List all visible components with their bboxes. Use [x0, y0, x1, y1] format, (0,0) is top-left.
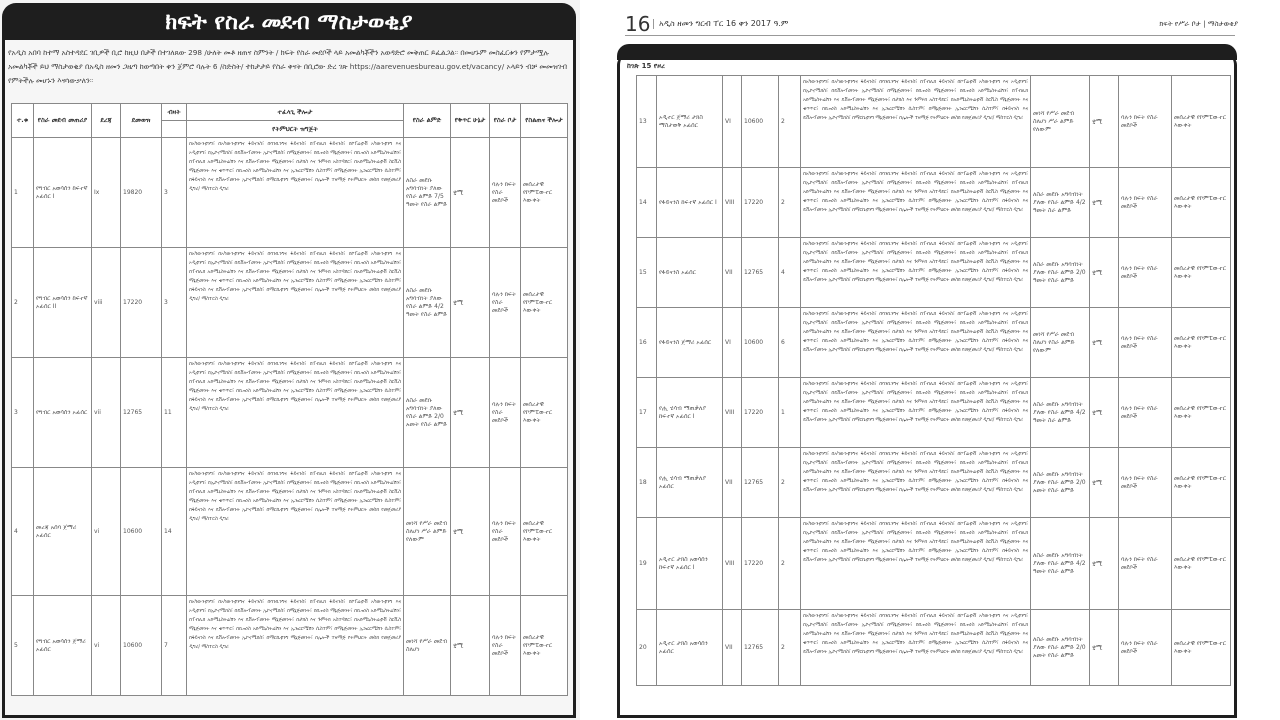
- cell-salary: 10600: [121, 468, 162, 596]
- cell-experience: መነሻ የሥራ መደብ ስለሆነ ሥራ ልምድ የለውም: [1031, 76, 1090, 168]
- cell-place: ባሉን ክፍት የስራ መደቦች: [490, 358, 521, 468]
- cell-salary: 17220: [121, 248, 162, 358]
- cell-competency: መሰረታዊ የኮምፒውተር እውቀት: [1172, 610, 1231, 686]
- cell-qty: 7: [162, 596, 187, 696]
- cell-grade: VI: [723, 76, 742, 168]
- cell-education: በአካውንቲንግ፣ በአካውንቲንግና ፋይናንስ፣ በባንኪንግና ፋይናንስ፣ በፐብሊክ ፋይናንስ፣ በኮፐሬቲቭ አካውንቲንግ እና ኦዲቲንግ፣ በኢኮኖሚክስ፣ በዴቨሎፕመንት ኢኮኖሚክስ፣ በማኔጅመንት፣ በቢዝነስ ማኔጅመንት፣ በቢዝነስ አድሚኒስትሬሽን፣ በፐብሊክ አድሚኒስትሬሽን እና ዴቨሎፕመንት ማኔጅመንት፣ በታክስ እና ጉምሩክ አስተዳደር፣ በአድሚኒስትሬቲቭ ስርቪስ ማኔጅመንት እና ቁጥጥር፣ በቢዝነስ አድሚኒስትሬሽን እና ኢንፎርሜሽን ሲስተም፣ በማኔጅመንት ኢንፎርሜሽን ሲስተም፣ በፋይናንስ እና ዴቨሎፕመንት ኢኮኖሚክስ፣ በማርኬቲንግ ማኔጅመንት፣ በሌሎች ተዛማጅ የትምህርት መስክ የመጀመሪያ ዲግሪ/ ማስተርስ ዲግሪ: [801, 448, 1031, 518]
- table-row: [12, 138, 568, 248]
- cell-qty: 2: [779, 76, 801, 168]
- table-row: [637, 448, 1231, 518]
- cell-place: ባሉን ክፍት የስራ መደቦች: [1119, 238, 1172, 308]
- left-page: [0, 0, 580, 720]
- header-position: የስራ መደብ መጠሪያ: [34, 104, 92, 138]
- cell-place: ባሉን ክፍት የስራ መደቦች: [1119, 308, 1172, 378]
- right-page: [605, 0, 1280, 720]
- cell-grade: Ix: [92, 138, 121, 248]
- cell-no: 15: [637, 238, 657, 308]
- cell-salary: 12765: [121, 358, 162, 468]
- cell-grade: vii: [92, 358, 121, 468]
- cell-qty: 6: [779, 308, 801, 378]
- cell-place: ባሉን ክፍት የስራ መደቦች: [1119, 76, 1172, 168]
- header-competency: የስልጠና ችሎታ: [521, 104, 568, 138]
- cell-education: በአካውንቲንግ፣ በአካውንቲንግና ፋይናንስ፣ በባንኪንግና ፋይናንስ፣ በፐብሊክ ፋይናንስ፣ በኮፐሬቲቭ አካውንቲንግ እና ኦዲቲንግ፣ በኢኮኖሚክስ፣ በዴቨሎፕመንት ኢኮኖሚክስ፣ በማኔጅመንት፣ በቢዝነስ ማኔጅመንት፣ በቢዝነስ አድሚኒስትሬሽን፣ በፐብሊክ አድሚኒስትሬሽን እና ዴቨሎፕመንት ማኔጅመንት፣ በታክስ እና ጉምሩክ አስተዳደር፣ በአድሚኒስትሬቲቭ ስርቪስ ማኔጅመንት እና ቁጥጥር፣ በቢዝነስ አድሚኒስትሬሽን እና ኢንፎርሜሽን ሲስተም፣ በማኔጅመንት ኢንፎርሜሽን ሲስተም፣ በፋይናንስ እና ዴቨሎፕመንት ኢኮኖሚክስ፣ በማርኬቲንግ ማኔጅመንት፣ በሌሎች ተዛማጅ የትምህርት መስክ የመጀመሪያ ዲግሪ/ ማስተርስ ዲግሪ: [801, 238, 1031, 308]
- cell-no: 18: [637, 448, 657, 518]
- cell-education: በአካውንቲንግ፣ በአካውንቲንግና ፋይናንስ፣ በባንኪንግና ፋይናንስ፣ በፐብሊክ ፋይናንስ፣ በኮፐሬቲቭ አካውንቲንግ እና ኦዲቲንግ፣ በኢኮኖሚክስ፣ በዴቨሎፕመንት ኢኮኖሚክስ፣ በማኔጅመንት፣ በቢዝነስ ማኔጅመንት፣ በቢዝነስ አድሚኒስትሬሽን፣ በፐብሊክ አድሚኒስትሬሽን እና ዴቨሎፕመንት ማኔጅመንት፣ በታክስ እና ጉምሩክ አስተዳደር፣ በአድሚኒስትሬቲቭ ስርቪስ ማኔጅመንት እና ቁጥጥር፣ በቢዝነስ አድሚኒስትሬሽን እና ኢንፎርሜሽን ሲስተም፣ በማኔጅመንት ኢንፎርሜሽን ሲስተም፣ በፋይናንስ እና ዴቨሎፕመንት ኢኮኖሚክስ፣ በማርኬቲንግ ማኔጅመንት፣ በሌሎች ተዛማጅ የትምህርት መስክ የመጀመሪያ ዲግሪ/ ማስተርስ ዲግሪ: [187, 596, 404, 696]
- cell-position: ኦዲተር ታክስ አወሳሰን ከፍተኛ ኦፊሰር I: [657, 518, 723, 610]
- cell-employment: ቋሚ: [1090, 168, 1119, 238]
- cell-qty: 3: [162, 138, 187, 248]
- cell-experience: ለስራ መደቡ አግባብነት ያለው የስራ ልምድ 2/0 አመት የስራ ልምድ: [404, 358, 451, 468]
- cell-competency: መሰረታዊ የኮምፒውተር እውቀት: [1172, 168, 1231, 238]
- cell-experience: መነሻ የሥራ መደብ ስለሆነ የስራ ልምድ የለውም: [1031, 308, 1090, 378]
- cell-no: 16: [637, 308, 657, 378]
- table-row: [12, 468, 568, 596]
- cell-competency: መሰረታዊ የኮምፒውተር እውቀት: [1172, 518, 1231, 610]
- table-row: [637, 168, 1231, 238]
- cell-education: በአካውንቲንግ፣ በአካውንቲንግና ፋይናንስ፣ በባንኪንግና ፋይናንስ፣ በፐብሊክ ፋይናንስ፣ በኮፐሬቲቭ አካውንቲንግ እና ኦዲቲንግ፣ በኢኮኖሚክስ፣ በዴቨሎፕመንት ኢኮኖሚክስ፣ በማኔጅመንት፣ በቢዝነስ ማኔጅመንት፣ በቢዝነስ አድሚኒስትሬሽን፣ በፐብሊክ አድሚኒስትሬሽን እና ዴቨሎፕመንት ማኔጅመንት፣ በታክስ እና ጉምሩክ አስተዳደር፣ በአድሚኒስትሬቲቭ ስርቪስ ማኔጅመንት እና ቁጥጥር፣ በቢዝነስ አድሚኒስትሬሽን እና ኢንፎርሜሽን ሲስተም፣ በማኔጅመንት ኢንፎርሜሽን ሲስተም፣ በፋይናንስ እና ዴቨሎፕመንት ኢኮኖሚክስ፣ በማርኬቲንግ ማኔጅመንት፣ በሌሎች ተዛማጅ የትምህርት መስክ የመጀመሪያ ዲግሪ/ ማስተርስ ዲግሪ: [801, 76, 1031, 168]
- cell-employment: ቋሚ: [1090, 378, 1119, 448]
- cell-grade: vi: [92, 468, 121, 596]
- cell-qty: 2: [779, 448, 801, 518]
- cell-education: በአካውንቲንግ፣ በአካውንቲንግና ፋይናንስ፣ በባንኪንግና ፋይናንስ፣ በፐብሊክ ፋይናንስ፣ በኮፐሬቲቭ አካውንቲንግ እና ኦዲቲንግ፣ በኢኮኖሚክስ፣ በዴቨሎፕመንት ኢኮኖሚክስ፣ በማኔጅመንት፣ በቢዝነስ ማኔጅመንት፣ በቢዝነስ አድሚኒስትሬሽን፣ በፐብሊክ አድሚኒስትሬሽን እና ዴቨሎፕመንት ማኔጅመንት፣ በታክስ እና ጉምሩክ አስተዳደር፣ በአድሚኒስትሬቲቭ ስርቪስ ማኔጅመንት እና ቁጥጥር፣ በቢዝነስ አድሚኒስትሬሽን እና ኢንፎርሜሽን ሲስተም፣ በማኔጅመንት ኢንፎርሜሽን ሲስተም፣ በፋይናንስ እና ዴቨሎፕመንት ኢኮኖሚክስ፣ በማርኬቲንግ ማኔጅመንት፣ በሌሎች ተዛማጅ የትምህርት መስክ የመጀመሪያ ዲግሪ/ ማስተርስ ዲግሪ: [187, 358, 404, 468]
- cell-position: የሒ ሂሳብ ማጠቃለያ ኦፊሰር: [657, 448, 723, 518]
- cell-no: 5: [12, 596, 34, 696]
- cell-education: በአካውንቲንግ፣ በአካውንቲንግና ፋይናንስ፣ በባንኪንግና ፋይናንስ፣ በፐብሊክ ፋይናንስ፣ በኮፐሬቲቭ አካውንቲንግ እና ኦዲቲንግ፣ በኢኮኖሚክስ፣ በዴቨሎፕመንት ኢኮኖሚክስ፣ በማኔጅመንት፣ በቢዝነስ ማኔጅመንት፣ በቢዝነስ አድሚኒስትሬሽን፣ በፐብሊክ አድሚኒስትሬሽን እና ዴቨሎፕመንት ማኔጅመንት፣ በታክስ እና ጉምሩክ አስተዳደር፣ በአድሚኒስትሬቲቭ ስርቪስ ማኔጅመንት እና ቁጥጥር፣ በቢዝነስ አድሚኒስትሬሽን እና ኢንፎርሜሽን ሲስተም፣ በማኔጅመንት ኢንፎርሜሽን ሲስተም፣ በፋይናንስ እና ዴቨሎፕመንት ኢኮኖሚክስ፣ በማርኬቲንግ ማኔጅመንት፣ በሌሎች ተዛማጅ የትምህርት መስክ የመጀመሪያ ዲግሪ/ ማስተርስ ዲግሪ: [187, 138, 404, 248]
- cell-grade: VIII: [723, 168, 742, 238]
- cell-employment: ቋሚ: [1090, 518, 1119, 610]
- cell-education: በአካውንቲንግ፣ በአካውንቲንግና ፋይናንስ፣ በባንኪንግና ፋይናንስ፣ በፐብሊክ ፋይናንስ፣ በኮፐሬቲቭ አካውንቲንግ እና ኦዲቲንግ፣ በኢኮኖሚክስ፣ በዴቨሎፕመንት ኢኮኖሚክስ፣ በማኔጅመንት፣ በቢዝነስ ማኔጅመንት፣ በቢዝነስ አድሚኒስትሬሽን፣ በፐብሊክ አድሚኒስትሬሽን እና ዴቨሎፕመንት ማኔጅመንት፣ በታክስ እና ጉምሩክ አስተዳደር፣ በአድሚኒስትሬቲቭ ስርቪስ ማኔጅመንት እና ቁጥጥር፣ በቢዝነስ አድሚኒስትሬሽን እና ኢንፎርሜሽን ሲስተም፣ በማኔጅመንት ኢንፎርሜሽን ሲስተም፣ በፋይናንስ እና ዴቨሎፕመንት ኢኮኖሚክስ፣ በማርኬቲንግ ማኔጅመንት፣ በሌሎች ተዛማጅ የትምህርት መስክ የመጀመሪያ ዲግሪ/ ማስተርስ ዲግሪ: [801, 168, 1031, 238]
- cell-qty: 3: [162, 248, 187, 358]
- cell-no: 20: [637, 610, 657, 686]
- table-row: [637, 308, 1231, 378]
- cell-place: ባሉን ክፍት የስራ መደቦች: [490, 468, 521, 596]
- cell-education: በአካውንቲንግ፣ በአካውንቲንግና ፋይናንስ፣ በባንኪንግና ፋይናንስ፣ በፐብሊክ ፋይናንስ፣ በኮፐሬቲቭ አካውንቲንግ እና ኦዲቲንግ፣ በኢኮኖሚክስ፣ በዴቨሎፕመንት ኢኮኖሚክስ፣ በማኔጅመንት፣ በቢዝነስ ማኔጅመንት፣ በቢዝነስ አድሚኒስትሬሽን፣ በፐብሊክ አድሚኒስትሬሽን እና ዴቨሎፕመንት ማኔጅመንት፣ በታክስ እና ጉምሩክ አስተዳደር፣ በአድሚኒስትሬቲቭ ስርቪስ ማኔጅመንት እና ቁጥጥር፣ በቢዝነስ አድሚኒስትሬሽን እና ኢንፎርሜሽን ሲስተም፣ በማኔጅመንት ኢንፎርሜሽን ሲስተም፣ በፋይናንስ እና ዴቨሎፕመንት ኢኮኖሚክስ፣ በማርኬቲንግ ማኔጅመንት፣ በሌሎች ተዛማጅ የትምህርት መስክ የመጀመሪያ ዲግሪ/ ማስተርስ ዲግሪ: [801, 518, 1031, 610]
- cell-experience: ለስራ መደቡ አግባብነት ያለው የስራ ልምድ 7/5 ዓመት የስራ ልምድ: [404, 138, 451, 248]
- cell-education: በአካውንቲንግ፣ በአካውንቲንግና ፋይናንስ፣ በባንኪንግና ፋይናንስ፣ በፐብሊክ ፋይናንስ፣ በኮፐሬቲቭ አካውንቲንግ እና ኦዲቲንግ፣ በኢኮኖሚክስ፣ በዴቨሎፕመንት ኢኮኖሚክስ፣ በማኔጅመንት፣ በቢዝነስ ማኔጅመንት፣ በቢዝነስ አድሚኒስትሬሽን፣ በፐብሊክ አድሚኒስትሬሽን እና ዴቨሎፕመንት ማኔጅመንት፣ በታክስ እና ጉምሩክ አስተዳደር፣ በአድሚኒስትሬቲቭ ስርቪስ ማኔጅመንት እና ቁጥጥር፣ በቢዝነስ አድሚኒስትሬሽን እና ኢንፎርሜሽን ሲስተም፣ በማኔጅመንት ኢንፎርሜሽን ሲስተም፣ በፋይናንስ እና ዴቨሎፕመንት ኢኮኖሚክስ፣ በማርኬቲንግ ማኔጅመንት፣ በሌሎች ተዛማጅ የትምህርት መስክ የመጀመሪያ ዲግሪ/ ማስተርስ ዲግሪ: [801, 610, 1031, 686]
- cell-employment: ቋሚ: [1090, 610, 1119, 686]
- cell-salary: 17220: [742, 518, 779, 610]
- cell-experience: መነሻ የሥራ መደብ ስለሆነ: [404, 596, 451, 696]
- cell-position: የፋይናንስ ጀማሪ ኦፊሰር: [657, 308, 723, 378]
- header-bar: [617, 44, 1237, 60]
- cell-competency: መሰረታዊ የኮምፒውተር እውቀት: [1172, 238, 1231, 308]
- header-required: ተፈላጊ ችሎታ: [187, 104, 404, 121]
- header-experience: የስራ ልምድ: [404, 104, 451, 138]
- cell-qty: 2: [779, 168, 801, 238]
- cell-employment: ቋሚ: [451, 596, 490, 696]
- table-row: [637, 76, 1231, 168]
- cell-salary: 12765: [742, 610, 779, 686]
- cell-grade: VI: [723, 308, 742, 378]
- cell-salary: 10600: [121, 596, 162, 696]
- cell-qty: 11: [162, 358, 187, 468]
- vacancy-table-continued: [636, 75, 1231, 686]
- cell-education: በአካውንቲንግ፣ በአካውንቲንግና ፋይናንስ፣ በባንኪንግና ፋይናንስ፣ በፐብሊክ ፋይናንስ፣ በኮፐሬቲቭ አካውንቲንግ እና ኦዲቲንግ፣ በኢኮኖሚክስ፣ በዴቨሎፕመንት ኢኮኖሚክስ፣ በማኔጅመንት፣ በቢዝነስ ማኔጅመንት፣ በቢዝነስ አድሚኒስትሬሽን፣ በፐብሊክ አድሚኒስትሬሽን እና ዴቨሎፕመንት ማኔጅመንት፣ በታክስ እና ጉምሩክ አስተዳደር፣ በአድሚኒስትሬቲቭ ስርቪስ ማኔጅመንት እና ቁጥጥር፣ በቢዝነስ አድሚኒስትሬሽን እና ኢንፎርሜሽን ሲስተም፣ በማኔጅመንት ኢንፎርሜሽን ሲስተም፣ በፋይናንስ እና ዴቨሎፕመንት ኢኮኖሚክስ፣ በማርኬቲንግ ማኔጅመንት፣ በሌሎች ተዛማጅ የትምህርት መስክ የመጀመሪያ ዲግሪ/ ማስተርስ ዲግሪ: [801, 378, 1031, 448]
- cell-no: 3: [12, 358, 34, 468]
- divider: [625, 35, 1235, 36]
- cell-no: 4: [12, 468, 34, 596]
- header-education: የትምህርት ዝግጅት: [187, 121, 404, 138]
- cell-position: የሒ ሂሳብ ማጠቃለያ ከፍተኛ ኦፊሰር I: [657, 378, 723, 448]
- cell-employment: ቋሚ: [451, 248, 490, 358]
- cell-competency: መሰረታዊ የኮምፒውተር እውቀት: [521, 358, 568, 468]
- cell-place: ባሉን ክፍት የስራ መደቦች: [1119, 378, 1172, 448]
- table-row: [637, 238, 1231, 308]
- cell-salary: 10600: [742, 76, 779, 168]
- cell-competency: መሰረታዊ የኮምፒውተር እውቀት: [521, 596, 568, 696]
- header-no: ተ.ቁ: [12, 104, 34, 138]
- cell-competency: መሰረታዊ የኮምፒውተር እውቀት: [1172, 378, 1231, 448]
- cell-employment: ቋሚ: [451, 468, 490, 596]
- cell-experience: መነሻ የሥራ መደብ ስለሆነ ሥራ ልምድ የለውም: [404, 468, 451, 596]
- table-row: [12, 358, 568, 468]
- cell-employment: ቋሚ: [451, 358, 490, 468]
- table-row: [637, 518, 1231, 610]
- cell-salary: 17220: [742, 168, 779, 238]
- header-blank: [162, 121, 187, 138]
- cell-qty: 14: [162, 468, 187, 596]
- header-salary: ደመወዝ: [121, 104, 162, 138]
- cell-grade: VII: [723, 238, 742, 308]
- cell-place: ባሉን ክፍት የስራ መደቦች: [490, 138, 521, 248]
- cell-qty: 1: [779, 378, 801, 448]
- cell-salary: 12765: [742, 238, 779, 308]
- table-row: [12, 596, 568, 696]
- cell-employment: ቋሚ: [1090, 76, 1119, 168]
- cell-salary: 12765: [742, 448, 779, 518]
- cell-qty: 2: [779, 610, 801, 686]
- cell-position: ኦዲተር ታክስ አወሳሰን ኦፊሰር: [657, 610, 723, 686]
- cell-employment: ቋሚ: [1090, 238, 1119, 308]
- cell-competency: መሰረታዊ የኮምፒውተር እውቀት: [1172, 308, 1231, 378]
- vacancy-table: [11, 103, 568, 696]
- table-row: [637, 378, 1231, 448]
- cell-position: የግብር አወሳሰን ከፍተኛ ኦፊሰር I: [34, 138, 92, 248]
- cell-no: 2: [12, 248, 34, 358]
- cell-employment: ቋሚ: [1090, 308, 1119, 378]
- cell-experience: ለስራ መደቡ አግባብነት ያለው የስራ ልምድ 4/2 ዓመት የስራ ልምድ: [404, 248, 451, 358]
- page-number: 16: [625, 12, 651, 36]
- continued-label: ከገጽ 15 የዞረ: [627, 62, 665, 70]
- cell-employment: ቋሚ: [451, 138, 490, 248]
- cell-no: 19: [637, 518, 657, 610]
- table-row: [12, 248, 568, 358]
- header-grade: ደረጃ: [92, 104, 121, 138]
- cell-salary: 17220: [742, 378, 779, 448]
- cell-place: ባሉን ክፍት የስራ መደቦች: [490, 248, 521, 358]
- cell-grade: VII: [723, 448, 742, 518]
- cell-position: መረጃ አሰባ ጀማሪ ኦፊሰር: [34, 468, 92, 596]
- cell-place: ባሉን ክፍት የስራ መደቦች: [490, 596, 521, 696]
- cell-grade: VII: [723, 610, 742, 686]
- cell-position: የግብር አወሳሰን ከፍተኛ ኦፊሰር II: [34, 248, 92, 358]
- cell-grade: viii: [92, 248, 121, 358]
- cell-no: 1: [12, 138, 34, 248]
- cell-employment: ቋሚ: [1090, 448, 1119, 518]
- cell-experience: ለስራ መደቡ አግባብነት ያለው የስራ ልምድ 2/0 አመት የስራ ልምድ: [1031, 448, 1090, 518]
- header-place: የስራ ቦታ: [490, 104, 521, 138]
- intro-paragraph: የአዲስ አበባ ከተማ አስተዳደር ገቢዎች ቢሮ ከዚህ በታች በተገለጸው 298 /ሁለት መቶ ዘጠና ስምንት / ክፍት የስራ መደቦች ላይ አመልካቾችን አወዳድሮ መቅጠር ይፈልጋል። በመሆኑም መስፈርቱን የምታሟሉ አመልካቾች ይህ ማስታወቂያ በአዲስ ዘመን ጋዜጣ ከወጣበት ቀን ጀምሮ ባሉት 6 /ስድስት/ ተከታታይ የስራ ቀናት በቢሮው ድረ ገጽ https://aarevenuesbureau.gov.et/vacancy/ ኦላይን ብቻ መመዝገብ የምትችሉ መሆኑን እናሳውቃለን።: [8, 48, 567, 85]
- header-qty: ብዛት: [162, 104, 187, 121]
- header-employment: የቅጥር ሁኔታ: [451, 104, 490, 138]
- cell-qty: 2: [779, 518, 801, 610]
- cell-salary: 10600: [742, 308, 779, 378]
- cell-education: በአካውንቲንግ፣ በአካውንቲንግና ፋይናንስ፣ በባንኪንግና ፋይናንስ፣ በፐብሊክ ፋይናንስ፣ በኮፐሬቲቭ አካውንቲንግ እና ኦዲቲንግ፣ በኢኮኖሚክስ፣ በዴቨሎፕመንት ኢኮኖሚክስ፣ በማኔጅመንት፣ በቢዝነስ ማኔጅመንት፣ በቢዝነስ አድሚኒስትሬሽን፣ በፐብሊክ አድሚኒስትሬሽን እና ዴቨሎፕመንት ማኔጅመንት፣ በታክስ እና ጉምሩክ አስተዳደር፣ በአድሚኒስትሬቲቭ ስርቪስ ማኔጅመንት እና ቁጥጥር፣ በቢዝነስ አድሚኒስትሬሽን እና ኢንፎርሜሽን ሲስተም፣ በማኔጅመንት ኢንፎርሜሽን ሲስተም፣ በፋይናንስ እና ዴቨሎፕመንት ኢኮኖሚክስ፣ በማርኬቲንግ ማኔጅመንት፣ በሌሎች ተዛማጅ የትምህርት መስክ የመጀመሪያ ዲግሪ/ ማስተርስ ዲግሪ: [801, 308, 1031, 378]
- cell-no: 17: [637, 378, 657, 448]
- cell-place: ባሉን ክፍት የስራ መደቦች: [1119, 518, 1172, 610]
- cell-experience: ለስራ መደቡ አግባብነት ያለው የስራ ልምድ 4/2 ዓመት የስራ ልምድ: [1031, 518, 1090, 610]
- section-label: ክፍት የሥራ ቦታ | ማስታወቂያ: [1159, 20, 1238, 28]
- cell-salary: 19820: [121, 138, 162, 248]
- cell-no: 13: [637, 76, 657, 168]
- cell-experience: ለስራ መደቡ አግባብነት ያለው የስራ ልምድ 4/2 ዓመት ስራ ልምድ: [1031, 168, 1090, 238]
- cell-position: የፋይናንስ ከፍተኛ ኦፊሰር I: [657, 168, 723, 238]
- cell-grade: VIII: [723, 378, 742, 448]
- cell-competency: መሰረታዊ የኮምፒውተር እውቀት: [521, 138, 568, 248]
- cell-position: የግብር አወሳሰን ጀማሪ ኦፊሰር: [34, 596, 92, 696]
- cell-competency: መሰረታዊ የኮምፒውተር እውቀት: [521, 468, 568, 596]
- cell-experience: ለስራ መደቡ አግባብነት ያለው የስራ ልምድ 2/0 አመት የስራ ልምድ: [1031, 610, 1090, 686]
- cell-education: በአካውንቲንግ፣ በአካውንቲንግና ፋይናንስ፣ በባንኪንግና ፋይናንስ፣ በፐብሊክ ፋይናንስ፣ በኮፐሬቲቭ አካውንቲንግ እና ኦዲቲንግ፣ በኢኮኖሚክስ፣ በዴቨሎፕመንት ኢኮኖሚክስ፣ በማኔጅመንት፣ በቢዝነስ ማኔጅመንት፣ በቢዝነስ አድሚኒስትሬሽን፣ በፐብሊክ አድሚኒስትሬሽን እና ዴቨሎፕመንት ማኔጅመንት፣ በታክስ እና ጉምሩክ አስተዳደር፣ በአድሚኒስትሬቲቭ ስርቪስ ማኔጅመንት እና ቁጥጥር፣ በቢዝነስ አድሚኒስትሬሽን እና ኢንፎርሜሽን ሲስተም፣ በማኔጅመንት ኢንፎርሜሽን ሲስተም፣ በፋይናንስ እና ዴቨሎፕመንት ኢኮኖሚክስ፣ በማርኬቲንግ ማኔጅመንት፣ በሌሎች ተዛማጅ የትምህርት መስክ የመጀመሪያ ዲግሪ/ ማስተርስ ዲግሪ: [187, 468, 404, 596]
- cell-position: የፋይናንስ ኦፊሰር: [657, 238, 723, 308]
- cell-grade: vi: [92, 596, 121, 696]
- table-row: [637, 610, 1231, 686]
- cell-competency: መሰረታዊ የኮምፒውተር እውቀት: [1172, 76, 1231, 168]
- cell-qty: 4: [779, 238, 801, 308]
- cell-grade: VIII: [723, 518, 742, 610]
- cell-place: ባሉን ክፍት የስራ መደቦች: [1119, 168, 1172, 238]
- cell-education: በአካውንቲንግ፣ በአካውንቲንግና ፋይናንስ፣ በባንኪንግና ፋይናንስ፣ በፐብሊክ ፋይናንስ፣ በኮፐሬቲቭ አካውንቲንግ እና ኦዲቲንግ፣ በኢኮኖሚክስ፣ በዴቨሎፕመንት ኢኮኖሚክስ፣ በማኔጅመንት፣ በቢዝነስ ማኔጅመንት፣ በቢዝነስ አድሚኒስትሬሽን፣ በፐብሊክ አድሚኒስትሬሽን እና ዴቨሎፕመንት ማኔጅመንት፣ በታክስ እና ጉምሩክ አስተዳደር፣ በአድሚኒስትሬቲቭ ስርቪስ ማኔጅመንት እና ቁጥጥር፣ በቢዝነስ አድሚኒስትሬሽን እና ኢንፎርሜሽን ሲስተም፣ በማኔጅመንት ኢንፎርሜሽን ሲስተም፣ በፋይናንስ እና ዴቨሎፕመንት ኢኮኖሚክስ፣ በማርኬቲንግ ማኔጅመንት፣ በሌሎች ተዛማጅ የትምህርት መስክ የመጀመሪያ ዲግሪ/ ማስተርስ ዲግሪ: [187, 248, 404, 358]
- cell-position: ኦዲተር ጀማሪ ታክስ ማስታወቅ ኦፊሰር: [657, 76, 723, 168]
- cell-no: 14: [637, 168, 657, 238]
- page-title: ክፍት የስራ መደብ ማስታወቂያ: [2, 3, 576, 43]
- cell-competency: መሰረታዊ የኮምፒውተር እውቀት: [1172, 448, 1231, 518]
- cell-competency: መሰረታዊ የኮምፒውተር እውቀት: [521, 248, 568, 358]
- cell-position: የግብር አወሳሰን ኦፊሰር: [34, 358, 92, 468]
- cell-experience: ለስራ መደቡ አግባብነት ያለው የስራ ልምድ 2/0 ዓመት የስራ ልምድ: [1031, 238, 1090, 308]
- cell-experience: ለስራ መደቡ አግባብነት ያለው የስራ ልምድ 4/2 ዓመት ስራ ልምድ: [1031, 378, 1090, 448]
- masthead: አዲስ ዘመን ግርብ ፐር 16 ቀን 2017 ዓ.ም: [653, 19, 788, 29]
- cell-place: ባሉን ክፍት የስራ መደቦች: [1119, 448, 1172, 518]
- cell-place: ባሉን ክፍት የስራ መደቦች: [1119, 610, 1172, 686]
